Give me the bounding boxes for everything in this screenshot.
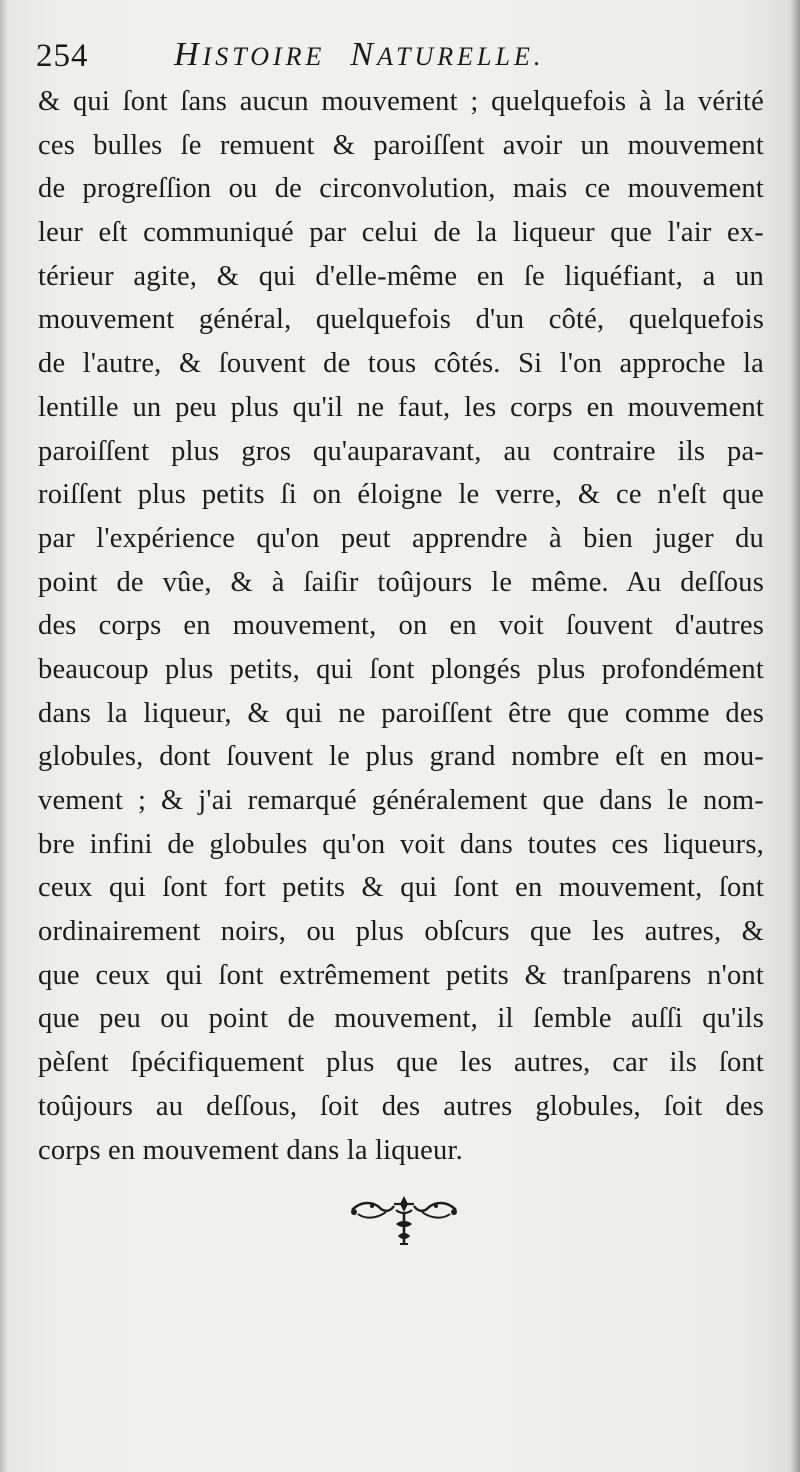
text-line: mouvement général, quelquefois d'un côté, quelquefois bbox=[38, 304, 764, 336]
text-line: & qui ſont ſans aucun mouvement ; quelquefois à la vérité bbox=[38, 86, 764, 117]
running-title bbox=[174, 36, 544, 74]
page-edge-shadow bbox=[790, 0, 800, 1472]
text-line: que peu ou point de mouvement, il ſemble auſſi qu'ils bbox=[38, 1003, 764, 1035]
text-line: ces bulles ſe remuent & paroiſſent avoir un mouvement bbox=[38, 129, 764, 161]
body-text bbox=[38, 80, 764, 1172]
page-number: 254 bbox=[36, 38, 89, 74]
running-title-initial-n: N bbox=[350, 36, 378, 73]
text-line: dans la liqueur, & qui ne paroiſſent être que comme des bbox=[38, 697, 764, 729]
running-title-word-naturelle: ATURELLE. bbox=[377, 42, 545, 71]
text-line: par l'expérience qu'on peut apprendre à bien juger du bbox=[38, 522, 764, 554]
text-line: beaucoup plus petits, qui ſont plongés plus profondément bbox=[38, 653, 764, 685]
text-line: de progreſſion ou de circonvolution, mais ce mouvement bbox=[38, 173, 764, 205]
text-line: paroiſſent plus gros qu'auparavant, au contraire ils pa- bbox=[38, 435, 764, 467]
fleuron-ornament-icon bbox=[344, 1190, 464, 1250]
text-line: ceux qui ſont fort petits & qui ſont en mouvement, ſont bbox=[38, 872, 764, 904]
running-title-word-histoire: ISTOIRE bbox=[202, 42, 326, 71]
text-line: globules, dont ſouvent le plus grand nombre eſt en mou- bbox=[38, 741, 764, 773]
text-line: ordinairement noirs, ou plus obſcurs que les autres, & bbox=[38, 916, 764, 948]
text-line: des corps en mouvement, on en voit ſouvent d'autres bbox=[38, 610, 764, 642]
text-line: point de vûe, & à ſaiſir toûjours le même. Au deſſous bbox=[38, 566, 764, 598]
text-line: de l'autre, & ſouvent de tous côtés. Si l'on approche la bbox=[38, 348, 764, 380]
text-line: lentille un peu plus qu'il ne faut, les corps en mouvement bbox=[38, 391, 764, 423]
running-title-initial-h: H bbox=[174, 36, 203, 73]
text-line: roiſſent plus petits ſi on éloigne le verre, & ce n'eſt que bbox=[38, 479, 764, 511]
text-line: térieur agite, & qui d'elle-même en ſe liquéfiant, a un bbox=[38, 260, 764, 292]
text-line: bre infini de globules qu'on voit dans toutes ces liqueurs, bbox=[38, 828, 764, 860]
text-line: que ceux qui ſont extrêmement petits & tranſparens n'ont bbox=[38, 959, 764, 991]
text-line: vement ; & j'ai remarqué généralement que dans le nom- bbox=[38, 785, 764, 816]
text-line: pèſent ſpécifiquement plus que les autres, car ils ſont bbox=[38, 1047, 764, 1079]
text-line-last: corps en mouvement dans la liqueur. bbox=[38, 1134, 463, 1166]
text-line: toûjours au deſſous, ſoit des autres globules, ſoit des bbox=[38, 1090, 764, 1122]
text-line: leur eſt communiqué par celui de la liqueur que l'air ex- bbox=[38, 217, 764, 249]
page-header bbox=[36, 30, 776, 82]
page-gutter-shadow bbox=[0, 0, 8, 1472]
